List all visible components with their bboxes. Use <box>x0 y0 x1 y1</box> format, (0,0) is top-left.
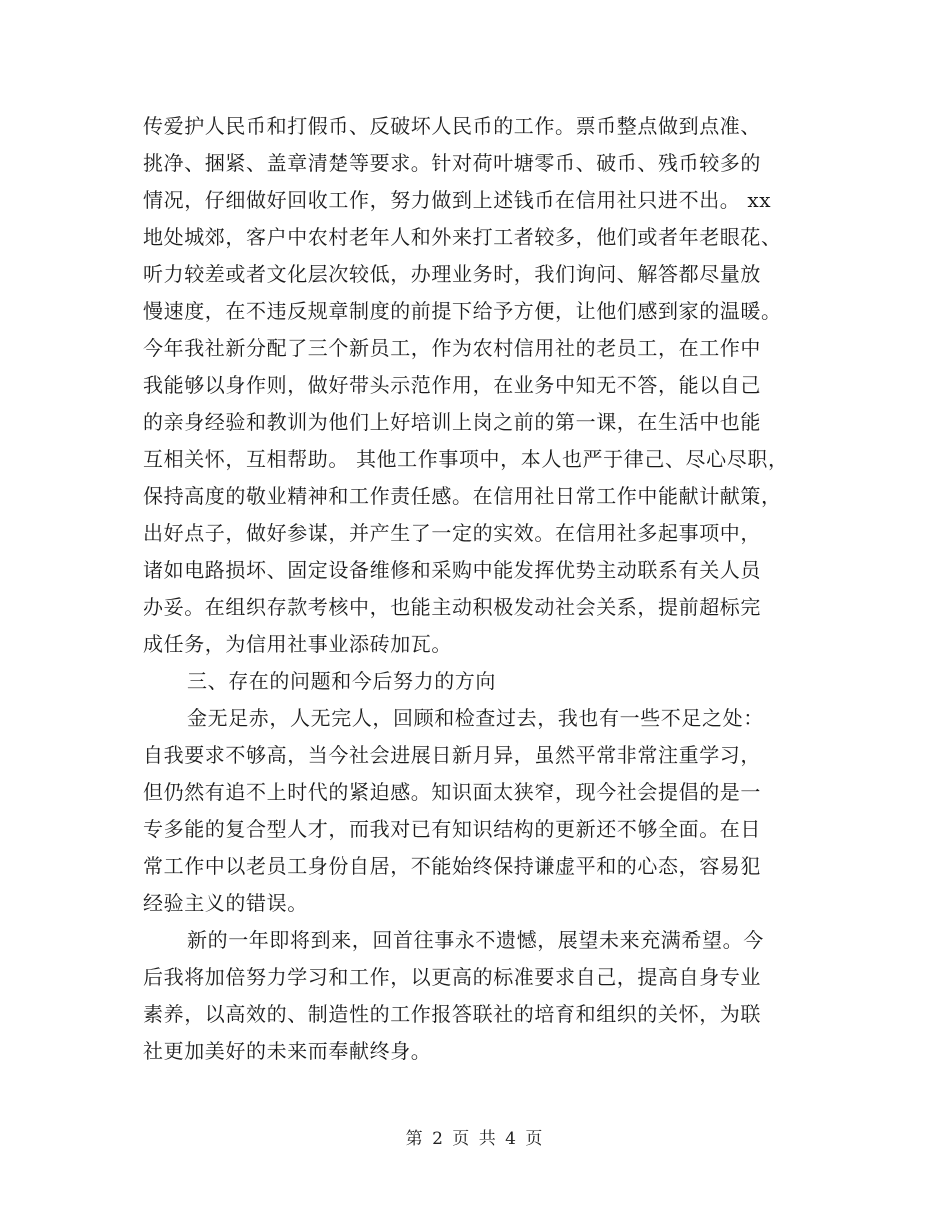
text-line: 听力较差或者文化层次较低，办理业务时，我们询问、解答都尽量放 <box>143 262 761 286</box>
text-line: 的亲身经验和教训为他们上好培训上岗之前的第一课，在生活中也能 <box>143 410 761 434</box>
text-line: 今年我社新分配了三个新员工，作为农村信用社的老员工，在工作中 <box>143 336 761 360</box>
page-number: 第 2 页 共 4 页 <box>405 1129 545 1149</box>
text-line: 挑净、捆紧、盖章清楚等要求。针对荷叶塘零币、破币、残币较多的 <box>143 151 761 175</box>
text-line: 保持高度的敬业精神和工作责任感。在信用社日常工作中能献计献策， <box>143 484 782 508</box>
text-line: 后我将加倍努力学习和工作，以更高的标准要求自己，提高自身专业 <box>143 965 761 989</box>
text-line: 自我要求不够高，当今社会进展日新月异，虽然平常非常注重学习， <box>143 743 761 767</box>
text-line: 办妥。在组织存款考核中，也能主动积极发动社会关系，提前超标完 <box>143 595 761 619</box>
document-body <box>143 108 823 1070</box>
text-line: 我能够以身作则，做好带头示范作用，在业务中知无不答，能以自己 <box>143 373 761 397</box>
text-line: 地处城郊，客户中农村老年人和外来打工者较多，他们或者年老眼花、 <box>143 225 782 249</box>
text-line: 诸如电路损坏、固定设备维修和采购中能发挥优势主动联系有关人员 <box>143 558 761 582</box>
text-line: 新的一年即将到来，回首往事永不遗憾，展望未来充满希望。今 <box>187 928 764 952</box>
text-line: 互相关怀，互相帮助。 其他工作事项中，本人也严于律己、尽心尽职， <box>143 447 789 471</box>
text-line: 经验主义的错误。 <box>143 891 308 915</box>
text-line: 金无足赤，人无完人，回顾和检查过去，我也有一些不足之处： <box>187 706 764 730</box>
text-line: 出好点子，做好参谋，并产生了一定的实效。在信用社多起事项中， <box>143 521 761 545</box>
text-line: 传爱护人民币和打假币、反破坏人民币的工作。票币整点做到点准、 <box>143 114 761 138</box>
text-line: 慢速度，在不违反规章制度的前提下给予方便，让他们感到家的温暖。 <box>143 299 782 323</box>
text-line: 专多能的复合型人才，而我对已有知识结构的更新还不够全面。在日 <box>143 817 761 841</box>
text-line: 常工作中以老员工身份自居，不能始终保持谦虚平和的心态，容易犯 <box>143 854 761 878</box>
text-line: 社更加美好的未来而奉献终身。 <box>143 1039 432 1063</box>
text-line: 但仍然有追不上时代的紧迫感。知识面太狭窄，现今社会提倡的是一 <box>143 780 761 804</box>
section-heading: 三、存在的问题和今后努力的方向 <box>187 669 496 693</box>
text-line: 素养，以高效的、制造性的工作报答联社的培育和组织的关怀，为联 <box>143 1002 761 1026</box>
text-line: 成任务，为信用社事业添砖加瓦。 <box>143 632 452 656</box>
text-line: 情况，仔细做好回收工作，努力做到上述钱币在信用社只进不出。 xx <box>143 188 772 212</box>
